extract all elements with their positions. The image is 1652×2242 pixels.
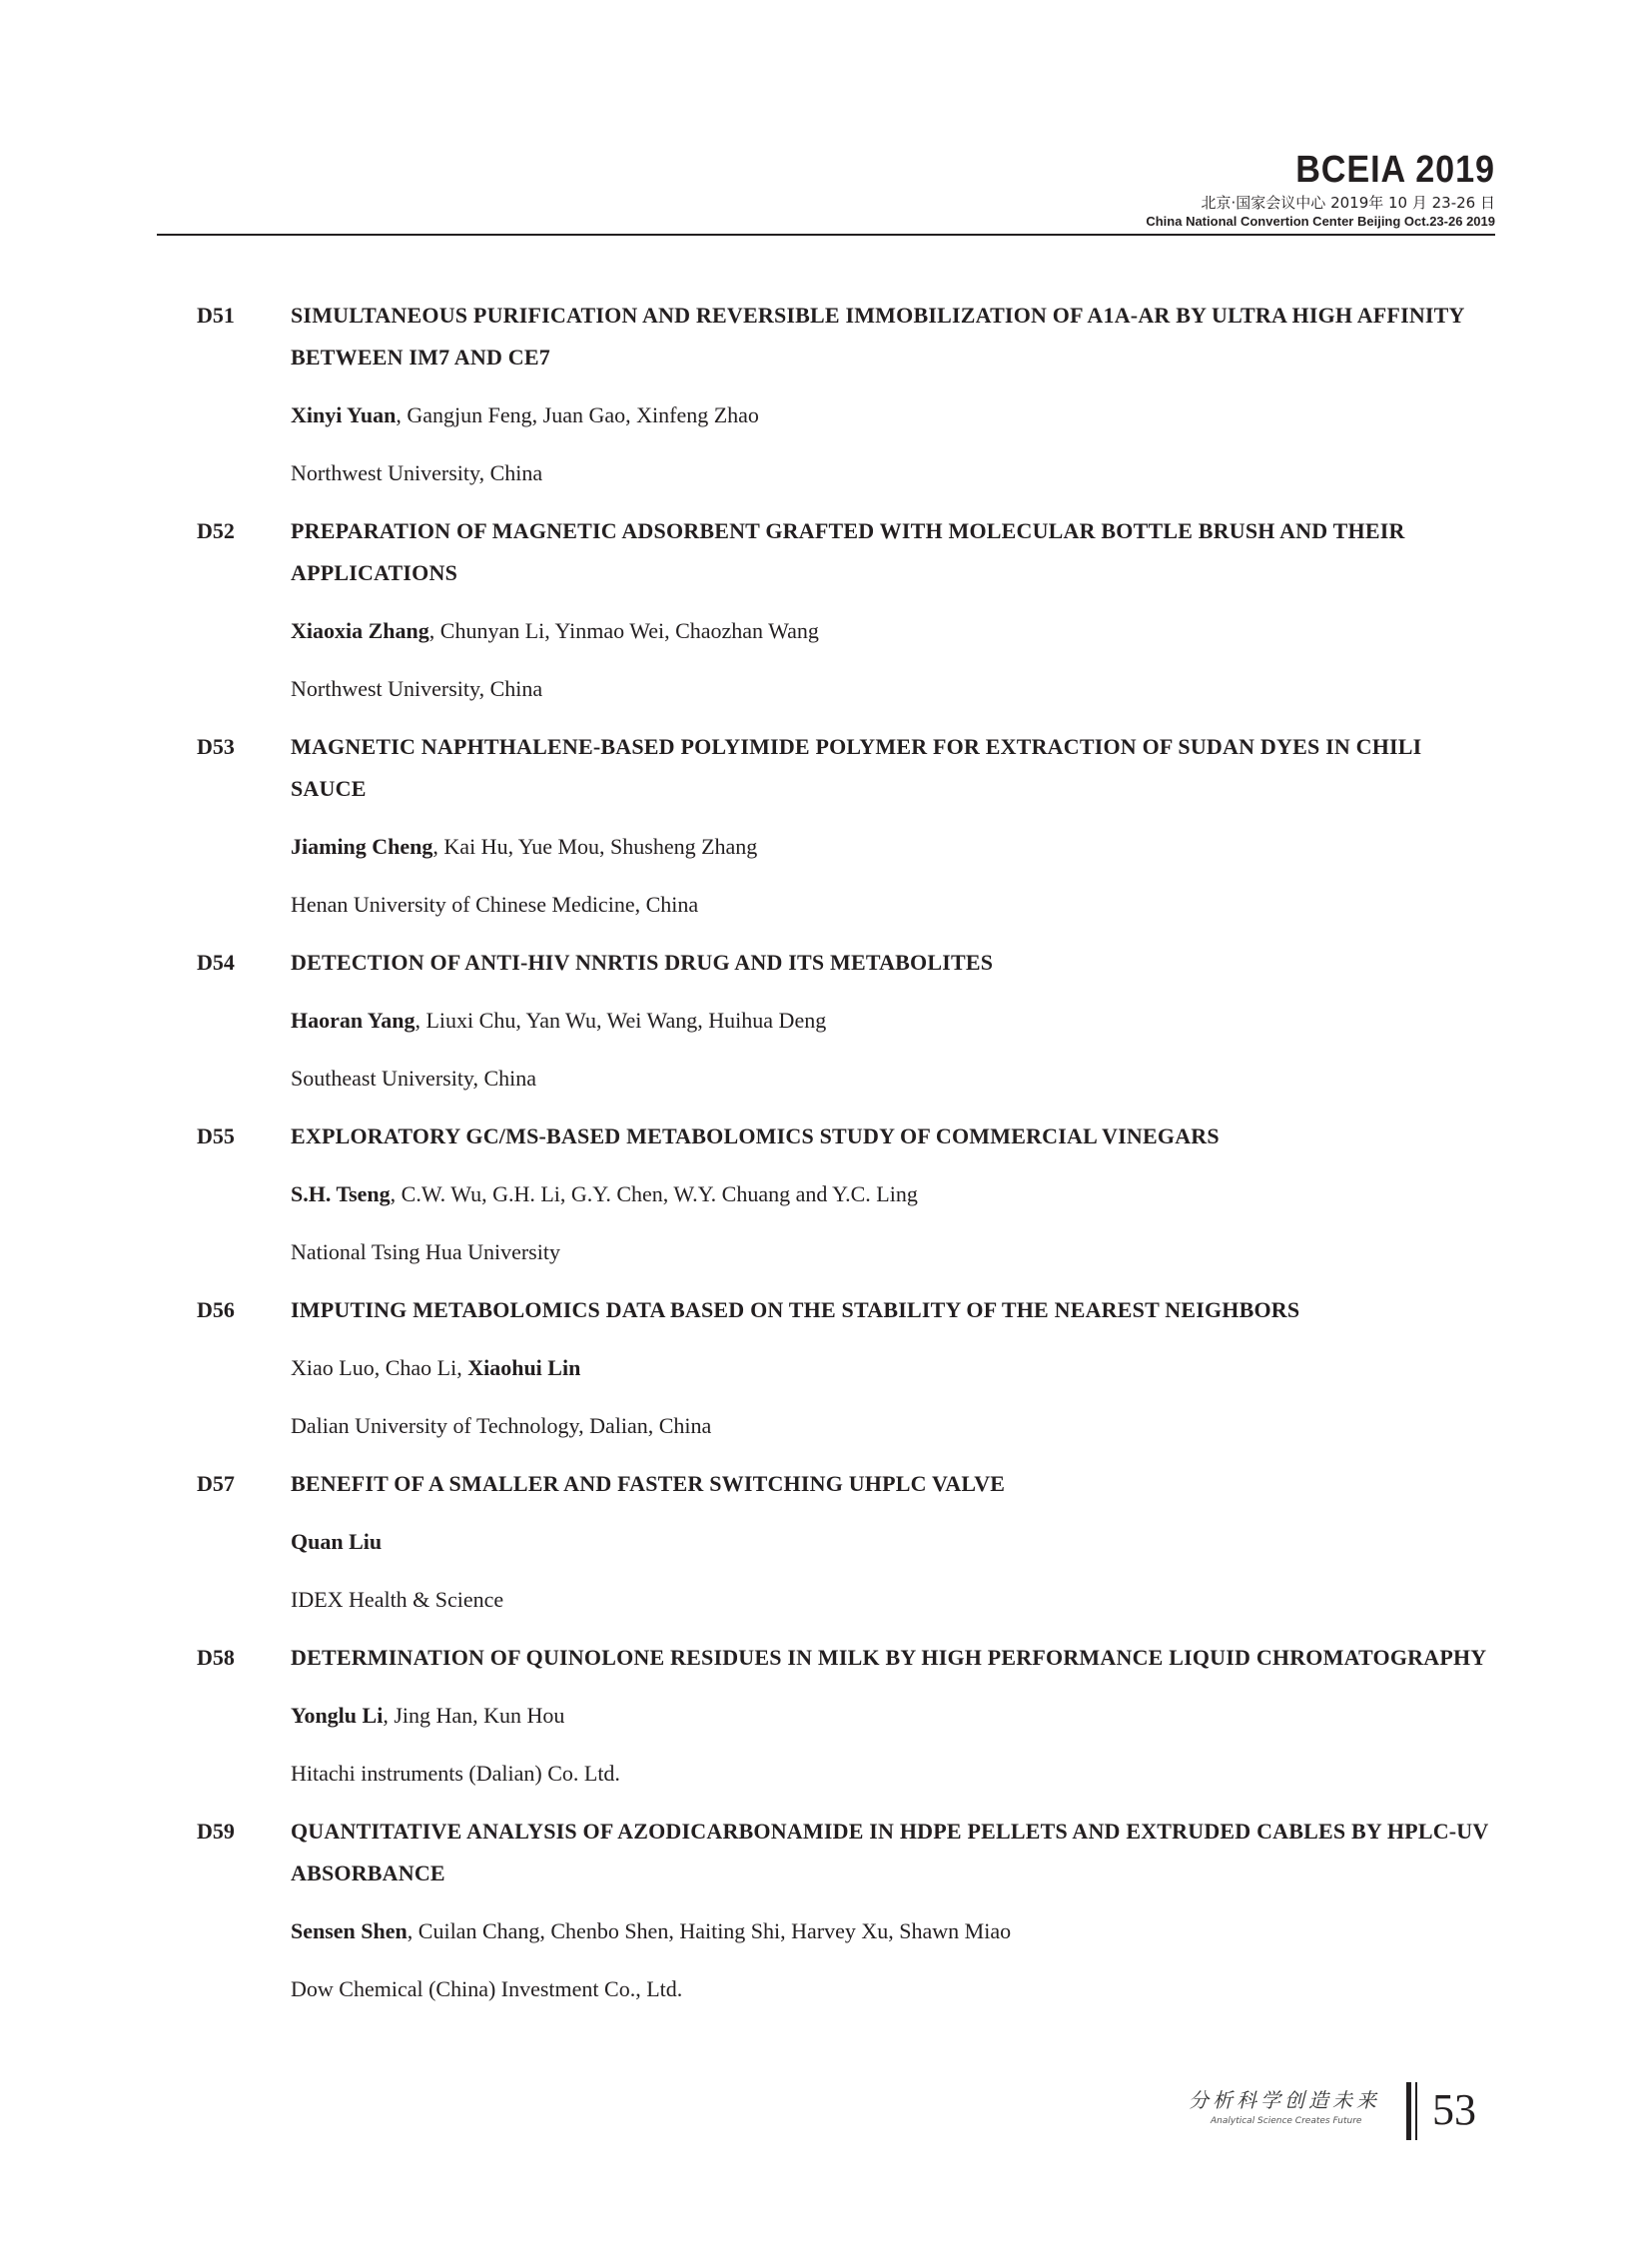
entry-title: SIMULTANEOUS PURIFICATION AND REVERSIBLE IMMOBILIZATION OF A1A-AR BY ULTRA HIGH AFFINITY BETWEEN IM7 AND CE7 xyxy=(291,303,1464,370)
entry-code: D55 xyxy=(197,1123,235,1148)
entry-title: PREPARATION OF MAGNETIC ADSORBENT GRAFTED WITH MOLECULAR BOTTLE BRUSH AND THEIR APPLICATIONS xyxy=(291,518,1405,585)
abstract-list xyxy=(197,295,1495,2026)
slogan-chinese: 分析科学创造未来 xyxy=(1189,2088,1380,2112)
entry-title: QUANTITATIVE ANALYSIS OF AZODICARBONAMIDE IN HDPE PELLETS AND EXTRUDED CABLES BY HPLC-UV ABSORBANCE xyxy=(291,1819,1489,1885)
page-footer xyxy=(1189,2082,1498,2142)
presenting-author: Xiaohui Lin xyxy=(467,1355,581,1380)
presenting-author: S.H. Tseng xyxy=(291,1181,391,1206)
abstract-entry xyxy=(197,510,1495,710)
entry-affiliation: Northwest University, China xyxy=(291,460,543,485)
entry-affiliation: Henan University of Chinese Medicine, China xyxy=(291,892,699,917)
abstract-entry xyxy=(197,1289,1495,1447)
entry-authors xyxy=(291,1695,1495,1737)
entry-code: D57 xyxy=(197,1471,235,1496)
entry-affiliation: Dow Chemical (China) Investment Co., Ltd. xyxy=(291,1976,683,2001)
conference-brand: BCEIA 2019 xyxy=(1295,149,1495,191)
entry-code: D54 xyxy=(197,950,235,975)
venue-chinese: 北京·国家会议中心 2019年 10 月 23-26 日 xyxy=(1201,194,1495,212)
co-authors: , Cuilan Chang, Chenbo Shen, Haiting Shi, Harvey Xu, Shawn Miao xyxy=(407,1918,1012,1943)
header-rule xyxy=(157,234,1495,236)
co-authors: , C.W. Wu, G.H. Li, G.Y. Chen, W.Y. Chuang and Y.C. Ling xyxy=(390,1181,918,1206)
entry-affiliation: IDEX Health & Science xyxy=(291,1587,504,1612)
entry-code: D51 xyxy=(197,303,235,328)
presenting-author: Xiaoxia Zhang xyxy=(291,618,429,643)
presenting-author: Jiaming Cheng xyxy=(291,834,433,859)
footer-divider-thick xyxy=(1406,2082,1411,2140)
entry-affiliation: National Tsing Hua University xyxy=(291,1239,560,1264)
entry-affiliation: Hitachi instruments (Dalian) Co. Ltd. xyxy=(291,1761,620,1786)
abstract-entry xyxy=(197,1811,1495,2010)
presenting-author: Xinyi Yuan xyxy=(291,402,397,427)
entry-title: MAGNETIC NAPHTHALENE-BASED POLYIMIDE POLYMER FOR EXTRACTION OF SUDAN DYES IN CHILI SAUCE xyxy=(291,734,1422,801)
entry-title: DETERMINATION OF QUINOLONE RESIDUES IN MILK BY HIGH PERFORMANCE LIQUID CHROMATOGRAPHY xyxy=(291,1645,1487,1670)
page-number: 53 xyxy=(1432,2085,1476,2134)
slogan-english: Analytical Science Creates Future xyxy=(1211,2116,1362,2126)
entry-title: BENEFIT OF A SMALLER AND FASTER SWITCHING UHPLC VALVE xyxy=(291,1471,1006,1496)
presenting-author: Sensen Shen xyxy=(291,1918,408,1943)
presenting-author: Haoran Yang xyxy=(291,1008,415,1033)
entry-affiliation: Dalian University of Technology, Dalian, China xyxy=(291,1413,712,1438)
co-authors: , Kai Hu, Yue Mou, Shusheng Zhang xyxy=(432,834,758,859)
entry-code: D59 xyxy=(197,1819,235,1844)
entry-affiliation: Northwest University, China xyxy=(291,676,543,701)
co-authors: , Liuxi Chu, Yan Wu, Wei Wang, Huihua Deng xyxy=(414,1008,827,1033)
entry-authors xyxy=(291,1347,1495,1389)
entry-title: IMPUTING METABOLOMICS DATA BASED ON THE STABILITY OF THE NEAREST NEIGHBORS xyxy=(291,1297,1300,1322)
entry-authors xyxy=(291,1173,1495,1215)
abstract-entry xyxy=(197,1637,1495,1795)
entry-code: D58 xyxy=(197,1645,235,1670)
presenting-author: Yonglu Li xyxy=(291,1703,384,1728)
abstract-entry xyxy=(197,1463,1495,1621)
abstract-entry xyxy=(197,295,1495,494)
entry-authors xyxy=(291,394,1495,436)
entry-title: DETECTION OF ANTI-HIV NNRTIS DRUG AND ITS METABOLITES xyxy=(291,950,994,975)
co-authors: , Jing Han, Kun Hou xyxy=(383,1703,565,1728)
co-authors: Xiao Luo, Chao Li, xyxy=(291,1355,468,1380)
abstract-entry xyxy=(197,1116,1495,1273)
footer-divider-thin xyxy=(1415,2082,1417,2140)
entry-affiliation: Southeast University, China xyxy=(291,1066,537,1091)
abstract-entry xyxy=(197,942,1495,1100)
entry-title: EXPLORATORY GC/MS-BASED METABOLOMICS STUDY OF COMMERCIAL VINEGARS xyxy=(291,1123,1220,1148)
entry-authors xyxy=(291,1000,1495,1042)
entry-code: D53 xyxy=(197,734,235,759)
venue-english: China National Convertion Center Beijing Oct.23-26 2019 xyxy=(1146,214,1495,229)
abstract-entry xyxy=(197,726,1495,926)
co-authors: , Gangjun Feng, Juan Gao, Xinfeng Zhao xyxy=(396,402,759,427)
entry-authors xyxy=(291,610,1495,652)
entry-code: D52 xyxy=(197,518,235,543)
presenting-author: Quan Liu xyxy=(291,1529,383,1554)
co-authors: , Chunyan Li, Yinmao Wei, Chaozhan Wang xyxy=(428,618,819,643)
entry-authors xyxy=(291,1521,1495,1563)
entry-code: D56 xyxy=(197,1297,235,1322)
entry-authors xyxy=(291,826,1495,868)
entry-authors xyxy=(291,1910,1495,1952)
